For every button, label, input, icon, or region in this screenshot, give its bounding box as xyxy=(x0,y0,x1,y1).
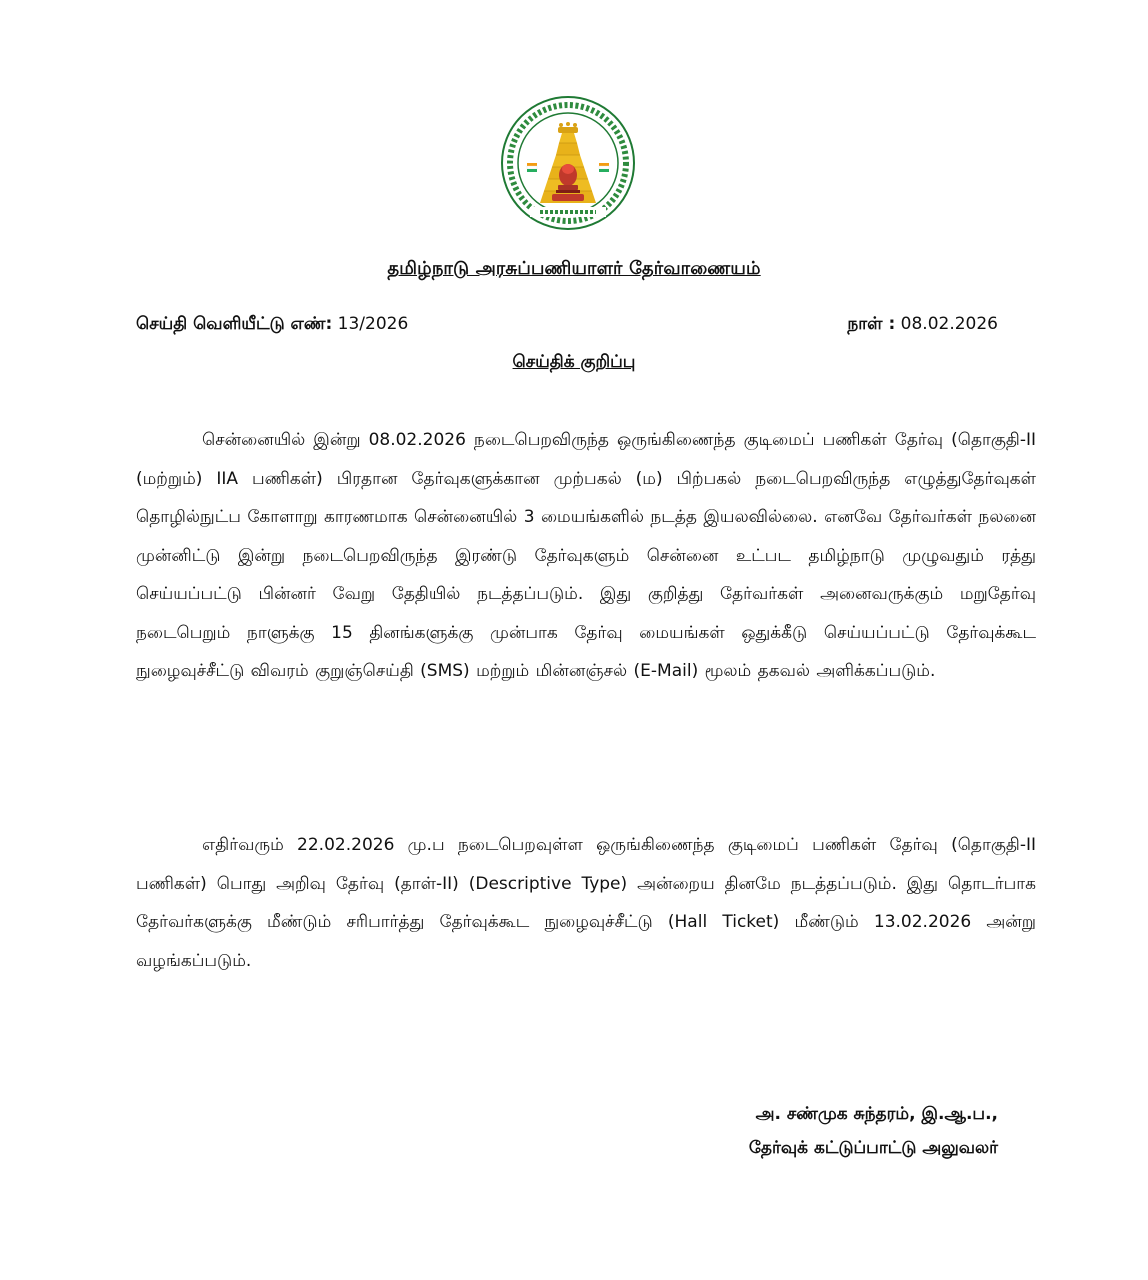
release-date-value: 08.02.2026 xyxy=(900,314,998,334)
tamil-nadu-emblem-logo xyxy=(500,95,636,231)
signatory-designation: தேர்வுக் கட்டுப்பாட்டு அலுவலர் xyxy=(748,1138,998,1158)
organization-name: தமிழ்நாடு அரசுப்பணியாளர் தேர்வாணையம் xyxy=(387,258,761,279)
signatory-name: அ. சண்முக சுந்தரம், இ.ஆ.ப., xyxy=(755,1104,998,1124)
release-date-label: நாள் : xyxy=(847,314,896,334)
release-number-value: 13/2026 xyxy=(337,314,409,334)
release-number-line xyxy=(136,314,408,336)
body-paragraph-2: எதிர்வரும் 22.02.2026 மு.ப நடைபெறவுள்ள ஒருங்கிணைந்த குடிமைப் பணிகள் தேர்வு (தொகுதி-II பணிகள்) பொது அறிவு தேர்வு (தாள்-II) (Descriptive Type) அன்றைய தினமே நடத்தப்படும். இது தொடர்பாக தேர்வர்களுக்கு மீண்டும் சரிபார்த்து தேர்வுக்கூட நுழைவுச்சீட்டு (Hall Ticket) மீண்டும் 13.02.2026 அன்று வழங்கப்படும். xyxy=(136,835,1036,971)
document-title: செய்திக் குறிப்பு xyxy=(512,352,636,372)
signature-block xyxy=(749,1097,998,1165)
body-paragraph-1: சென்னையில் இன்று 08.02.2026 நடைபெறவிருந்த ஒருங்கிணைந்த குடிமைப் பணிகள் தேர்வு (தொகுதி-II (மற்றும்) IIA பணிகள்) பிரதான தேர்வுகளுக்கான முற்பகல் (ம) பிற்பகல் நடைபெறவிருந்த எழுத்துதேர்வுகள் தொழில்நுட்ப கோளாறு காரணமாக சென்னையில் 3 மையங்களில் நடத்த இயலவில்லை. எனவே தேர்வர்கள் நலனை முன்னிட்டு இன்று நடைபெறவிருந்த இரண்டு தேர்வுகளும் சென்னை உட்பட தமிழ்நாடு முழுவதும் ரத்து செய்யப்பட்டு பின்னர் வேறு தேதியில் நடத்தப்படும். இது குறித்து தேர்வர்கள் அனைவருக்கும் மறுதேர்வு நடைபெறும் நாளுக்கு 15 தினங்களுக்கு முன்பாக தேர்வு மையங்கள் ஒதுக்கீடு செய்யப்பட்டு தேர்வுக்கூட நுழைவுச்சீட்டு விவரம் குறுஞ்செய்தி (SMS) மற்றும் மின்னஞ்சல் (E-Mail) மூலம் தகவல் அளிக்கப்படும். xyxy=(136,430,1036,681)
release-number-label: செய்தி வெளியீட்டு எண்: xyxy=(136,314,333,334)
release-date-line xyxy=(847,314,998,336)
